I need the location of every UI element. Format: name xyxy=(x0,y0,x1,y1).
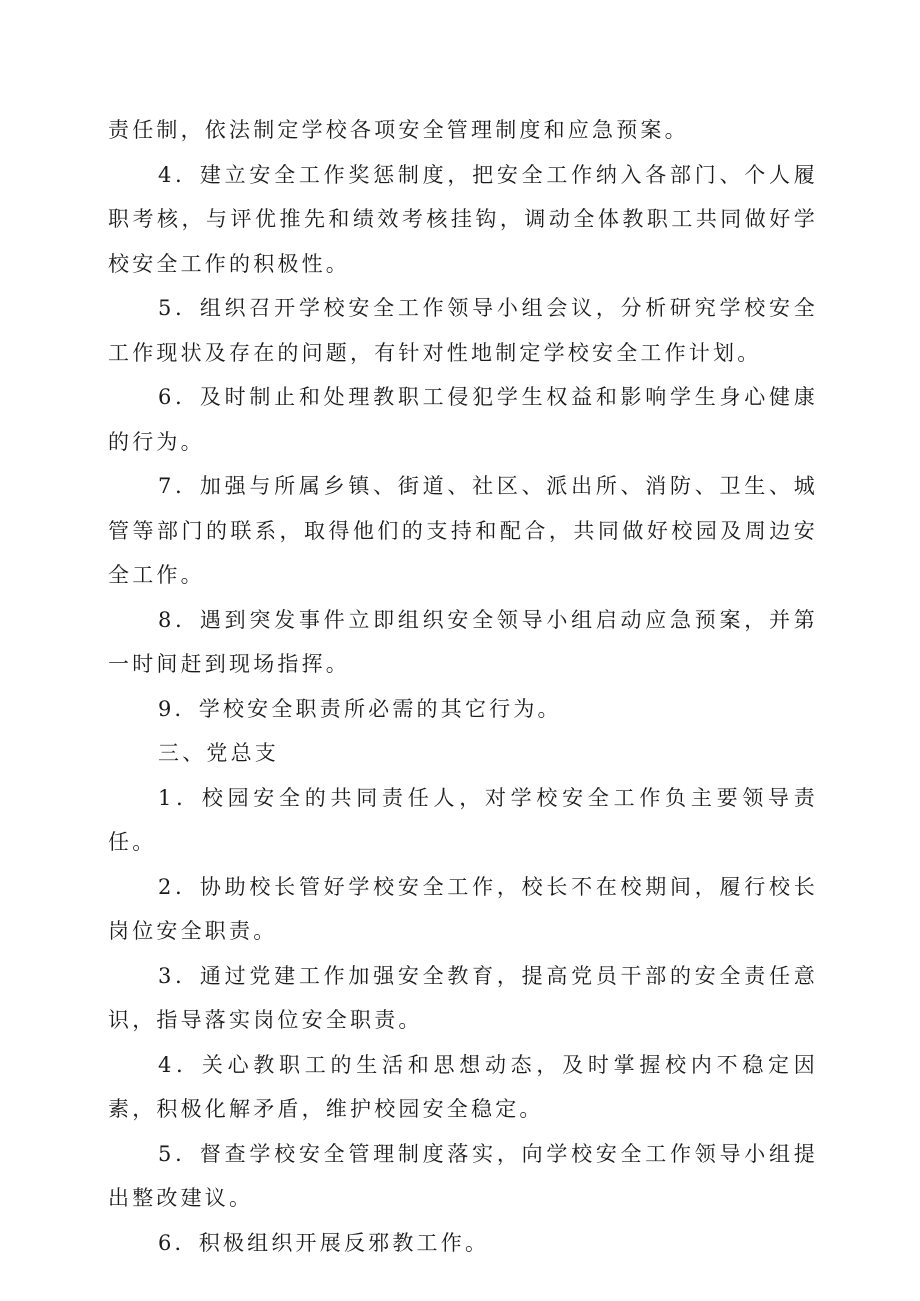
section-heading-party-branch: 三、党总支 xyxy=(158,741,279,765)
paragraph-item-8-emergency: 8．遇到突发事件立即组织安全领导小组启动应急预案，并第一时间赶到现场指挥。 xyxy=(108,607,818,676)
paragraph-party-item-5: 5．督查学校安全管理制度落实，向学校安全工作领导小组提出整改建议。 xyxy=(108,1141,818,1210)
paragraph-item-7-liaison: 7．加强与所属乡镇、街道、社区、派出所、消防、卫生、城管等部门的联系，取得他们的支持和配合，共同做好校园及周边安全工作。 xyxy=(108,474,818,587)
paragraph-party-item-3: 3．通过党建工作加强安全教育，提高党员干部的安全责任意识，指导落实岗位安全职责。 xyxy=(108,963,818,1032)
paragraph-item-4-reward-system: 4．建立安全工作奖惩制度，把安全工作纳入各部门、个人履职考核，与评优推先和绩效考核挂钩，调动全体教职工共同做好学校安全工作的积极性。 xyxy=(108,162,818,276)
paragraph-party-item-1: 1．校园安全的共同责任人，对学校安全工作负主要领导责任。 xyxy=(108,785,818,854)
paragraph-continuation: 责任制，依法制定学校各项安全管理制度和应急预案。 xyxy=(108,118,689,142)
paragraph-party-item-2: 2．协助校长管好学校安全工作，校长不在校期间，履行校长岗位安全职责。 xyxy=(108,874,818,943)
paragraph-party-item-4: 4．关心教职工的生活和思想动态，及时掌握校内不稳定因素，积极化解矛盾，维护校园安全稳定。 xyxy=(108,1052,818,1121)
paragraph-item-6-stop-violations: 6．及时制止和处理教职工侵犯学生权益和影响学生身心健康的行为。 xyxy=(108,385,818,454)
paragraph-item-5-meeting: 5．组织召开学校安全工作领导小组会议，分析研究学校安全工作现状及存在的问题，有针对性地制定学校安全工作计划。 xyxy=(108,296,818,365)
paragraph-item-9-other: 9．学校安全职责所必需的其它行为。 xyxy=(158,696,562,721)
paragraph-party-item-6: 6．积极组织开展反邪教工作。 xyxy=(158,1230,490,1255)
document-page xyxy=(108,108,818,1265)
